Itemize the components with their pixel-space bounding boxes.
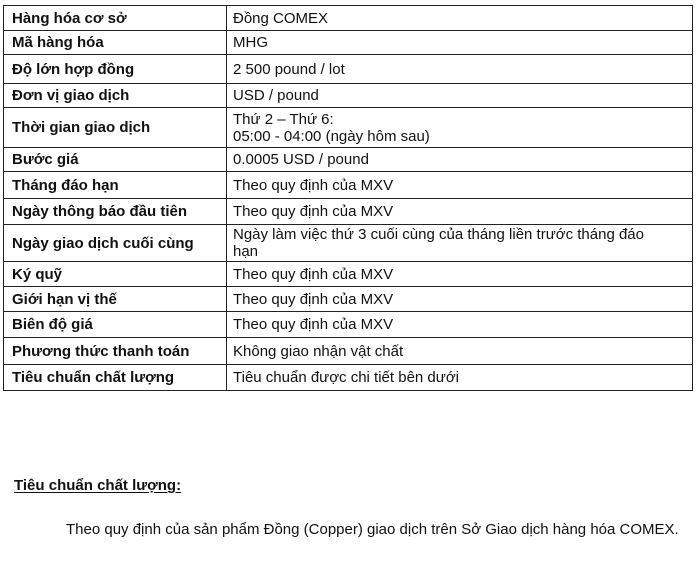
spec-label: Ngày thông báo đầu tiên xyxy=(4,199,227,225)
spec-row xyxy=(4,365,693,391)
spec-label: Độ lớn hợp đồng xyxy=(4,55,227,84)
spec-row xyxy=(4,55,693,84)
contract-spec-table-body xyxy=(4,6,693,391)
spec-value xyxy=(227,148,693,172)
spec-value xyxy=(227,31,693,55)
spec-row xyxy=(4,338,693,365)
spec-value-line: 05:00 - 04:00 (ngày hôm sau) xyxy=(233,127,430,145)
spec-row xyxy=(4,148,693,172)
spec-value-line: Không giao nhận vật chất xyxy=(233,342,404,360)
spec-value xyxy=(227,172,693,199)
spec-value-line: Theo quy định của MXV xyxy=(233,265,394,283)
spec-label: Ký quỹ xyxy=(4,262,227,287)
spec-row xyxy=(4,108,693,148)
spec-label: Biên độ giá xyxy=(4,312,227,338)
spec-value xyxy=(227,108,693,148)
spec-value xyxy=(227,338,693,365)
spec-row xyxy=(4,172,693,199)
quality-standard-paragraph: Theo quy định của sản phẩm Đồng (Copper) giao dịch trên Sở Giao dịch hàng hóa COMEX. xyxy=(66,521,679,538)
spec-label: Đơn vị giao dịch xyxy=(4,84,227,108)
spec-value xyxy=(227,287,693,312)
spec-row xyxy=(4,262,693,287)
spec-value xyxy=(227,312,693,338)
spec-value-line: Thứ 2 – Thứ 6: xyxy=(233,110,334,128)
spec-value-line: Tiêu chuẩn được chi tiết bên dưới xyxy=(233,369,459,386)
spec-row xyxy=(4,225,693,262)
spec-row xyxy=(4,84,693,108)
spec-value-line: Theo quy định của MXV xyxy=(233,290,394,308)
spec-label: Thời gian giao dịch xyxy=(4,108,227,148)
spec-value xyxy=(227,262,693,287)
spec-label: Ngày giao dịch cuối cùng xyxy=(4,225,227,262)
spec-label: Hàng hóa cơ sở xyxy=(4,6,227,31)
contract-spec-table xyxy=(3,5,693,391)
spec-value-line: USD / pound xyxy=(233,87,319,104)
spec-value-line: 2 500 pound / lot xyxy=(233,60,345,78)
spec-value xyxy=(227,225,693,262)
spec-row xyxy=(4,287,693,312)
spec-label: Tiêu chuẩn chất lượng xyxy=(4,365,227,391)
quality-standard-heading: Tiêu chuẩn chất lượng: xyxy=(14,477,182,494)
spec-value-line: MHG xyxy=(233,34,268,51)
spec-value xyxy=(227,84,693,108)
spec-label: Phương thức thanh toán xyxy=(4,338,227,365)
spec-label: Tháng đáo hạn xyxy=(4,172,227,199)
spec-value xyxy=(227,6,693,31)
spec-value-line: Theo quy định của MXV xyxy=(233,176,394,194)
spec-value-line: Ngày làm việc thứ 3 cuối cùng của tháng liền trước tháng đáo xyxy=(233,226,644,243)
spec-value-line: 0.0005 USD / pound xyxy=(233,151,369,168)
spec-value-line: Theo quy định của MXV xyxy=(233,316,394,333)
spec-label: Mã hàng hóa xyxy=(4,31,227,55)
spec-value-line: hạn xyxy=(233,243,259,260)
spec-value xyxy=(227,365,693,391)
spec-row xyxy=(4,199,693,225)
spec-value xyxy=(227,55,693,84)
spec-row xyxy=(4,31,693,55)
spec-value xyxy=(227,199,693,225)
spec-value-line: Theo quy định của MXV xyxy=(233,203,394,220)
spec-label: Giới hạn vị thế xyxy=(4,287,227,312)
spec-label: Bước giá xyxy=(4,148,227,172)
spec-row xyxy=(4,312,693,338)
spec-value-line: Đồng COMEX xyxy=(233,9,329,27)
spec-row xyxy=(4,6,693,31)
